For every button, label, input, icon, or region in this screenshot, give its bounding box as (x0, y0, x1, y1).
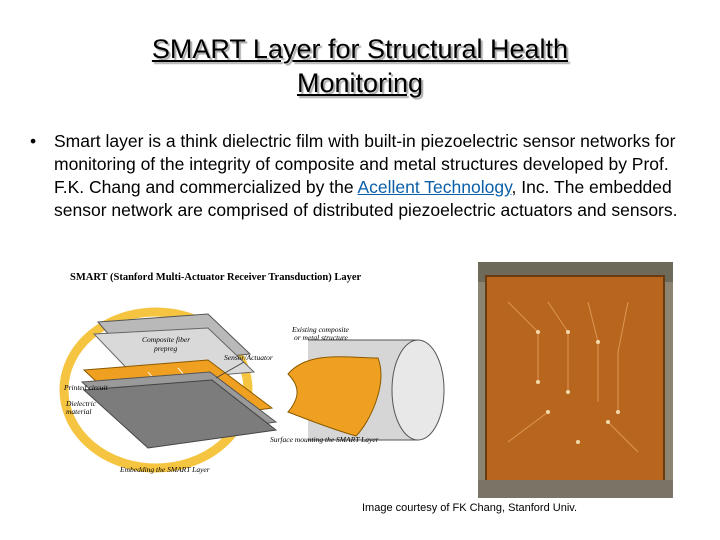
label-sensor-actuator: Sensor/Actuator (224, 353, 273, 362)
smart-layer-panel (486, 276, 664, 490)
label-printed-circuit: Printed circuit (64, 383, 108, 392)
smart-layer-diagram (58, 262, 456, 490)
slide-title (40, 32, 680, 100)
smart-layer-photo (478, 262, 673, 498)
diagram-heading: SMART (Stanford Multi-Actuator Receiver Transduction) Layer (70, 272, 362, 283)
acellent-link[interactable]: Acellent Technology (357, 177, 512, 197)
label-surface-mounting: Surface mounting the SMART Layer (270, 435, 379, 444)
cylinder-end (392, 340, 444, 440)
label-material: material (66, 407, 92, 416)
title-line-1: SMART Layer for Structural Health (151, 34, 569, 64)
label-metal-structure: or metal structure (294, 333, 348, 342)
label-embedding: Embedding the SMART Layer (120, 465, 210, 474)
image-caption: Image courtesy of FK Chang, Stanford Univ. (362, 502, 578, 514)
bullet-text-after: , Inc. The embedded sensor network are comprised of distributed piezoelectric actuators and sensors. (54, 177, 678, 220)
bullet-marker: • (30, 131, 37, 151)
title-line-2: Monitoring (296, 68, 424, 98)
label-prepreg: prepreg (154, 344, 178, 353)
bullet-text-before: Smart layer is a think dielectric film with built-in piezoelectric sensor networks for monitoring of the integrity of composite and metal structures developed by Prof. F.K. Chang and commercialized by the (54, 131, 676, 197)
label-composite-fiber: Composite fiber (142, 335, 191, 344)
label-dielectric: Dielectric (66, 399, 96, 408)
label-existing-structure: Existing composite (292, 325, 349, 334)
bullet-text (54, 130, 694, 222)
